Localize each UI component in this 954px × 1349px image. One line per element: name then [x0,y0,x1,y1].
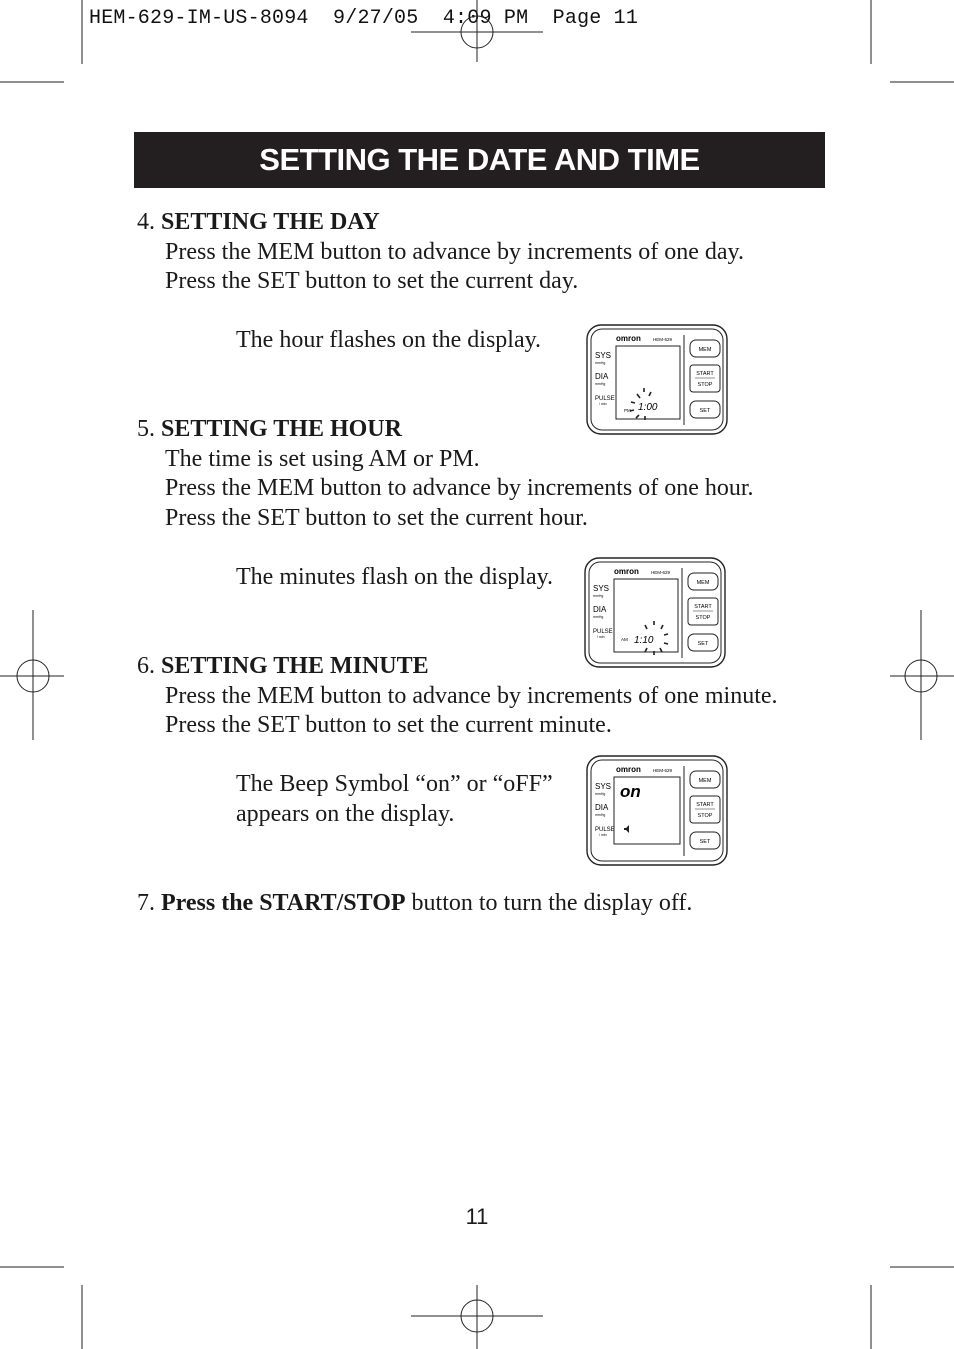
step-4-line-2: Press the SET button to set the current day. [165,268,579,294]
device-brand: omron [614,567,639,576]
sys-label: SYS [595,351,612,360]
step-4-heading: SETTING THE DAY [161,209,380,235]
sys-unit: mmHg [595,361,606,365]
step-6-line-2: Press the SET button to set the current minute. [165,712,612,738]
start-label: START [696,371,714,377]
page-title: SETTING THE DATE AND TIME [259,142,700,177]
step-5-heading: SETTING THE HOUR [161,416,402,442]
lcd-beep-status: on [620,782,641,801]
dia-unit: mmHg [595,382,606,386]
dia-unit: mmHg [593,615,604,619]
step-5-note: The minutes flash on the display. [236,564,554,590]
set-button: SET [697,641,709,647]
ampm-indicator: AM [621,637,628,642]
step-6-number: 6. [137,653,155,679]
mem-button: MEM [698,347,712,353]
print-slug: HEM-629-IM-US-8094 9/27/05 4:09 PM Page 11 [89,7,639,30]
monitor-illustration-hour [586,324,728,435]
step-7-line [137,888,692,918]
stop-label: STOP [697,382,713,388]
pulse-unit: / min [599,833,607,837]
dia-label: DIA [595,803,609,812]
step-5-number: 5. [137,416,155,442]
pulse-label: PULSE [593,629,613,635]
dia-label: DIA [595,372,609,381]
page-number: 11 [465,1204,489,1229]
step-4-number: 4. [137,209,155,235]
set-button: SET [699,408,711,414]
monitor-illustration-minute [584,557,726,668]
step-7-rest-text: button to turn the display off. [405,890,693,916]
sys-unit: mmHg [593,594,604,598]
mem-button: MEM [696,580,710,586]
ampm-indicator: PM [624,408,631,413]
dia-label: DIA [593,605,607,614]
step-4-heading-line [137,207,380,237]
device-model: HEM-629 [653,768,673,773]
step-5-heading-line [137,414,402,444]
sys-unit: mmHg [595,792,606,796]
step-5-line-1: The time is set using AM or PM. [165,446,480,472]
step-7-number: 7. [137,890,155,916]
step-4-note: The hour flashes on the display. [236,327,542,353]
section-title-bar [134,132,825,188]
step-6-line-1: Press the MEM button to advance by increments of one minute. [165,683,778,709]
sys-label: SYS [593,584,610,593]
step-5-line-2: Press the MEM button to advance by increments of one hour. [165,475,754,501]
step-6-note-line-1: The Beep Symbol “on” or “oFF” [236,771,553,797]
step-6-note-line-2: appears on the display. [236,801,455,827]
pulse-label: PULSE [595,827,615,833]
lcd-time: 1:10 [634,635,654,646]
step-4-line-1: Press the MEM button to advance by increments of one day. [165,239,744,265]
device-brand: omron [616,765,641,774]
set-button: SET [699,839,711,845]
start-label: START [694,604,712,610]
step-6-heading: SETTING THE MINUTE [161,653,429,679]
device-brand: omron [616,334,641,343]
monitor-illustration-beep [586,755,728,866]
dia-unit: mmHg [595,813,606,817]
pulse-unit: / min [597,635,605,639]
mem-button: MEM [698,778,712,784]
stop-label: STOP [697,813,713,819]
device-model: HEM-629 [653,337,673,342]
step-7-bold-text: Press the START/STOP [161,890,406,916]
step-5-line-3: Press the SET button to set the current hour. [165,505,588,531]
step-6-heading-line [137,651,429,681]
pulse-label: PULSE [595,396,615,402]
device-model: HEM-629 [651,570,671,575]
pulse-unit: / min [599,402,607,406]
sys-label: SYS [595,782,612,791]
stop-label: STOP [695,615,711,621]
lcd-time: 1:00 [638,402,658,413]
start-label: START [696,802,714,808]
